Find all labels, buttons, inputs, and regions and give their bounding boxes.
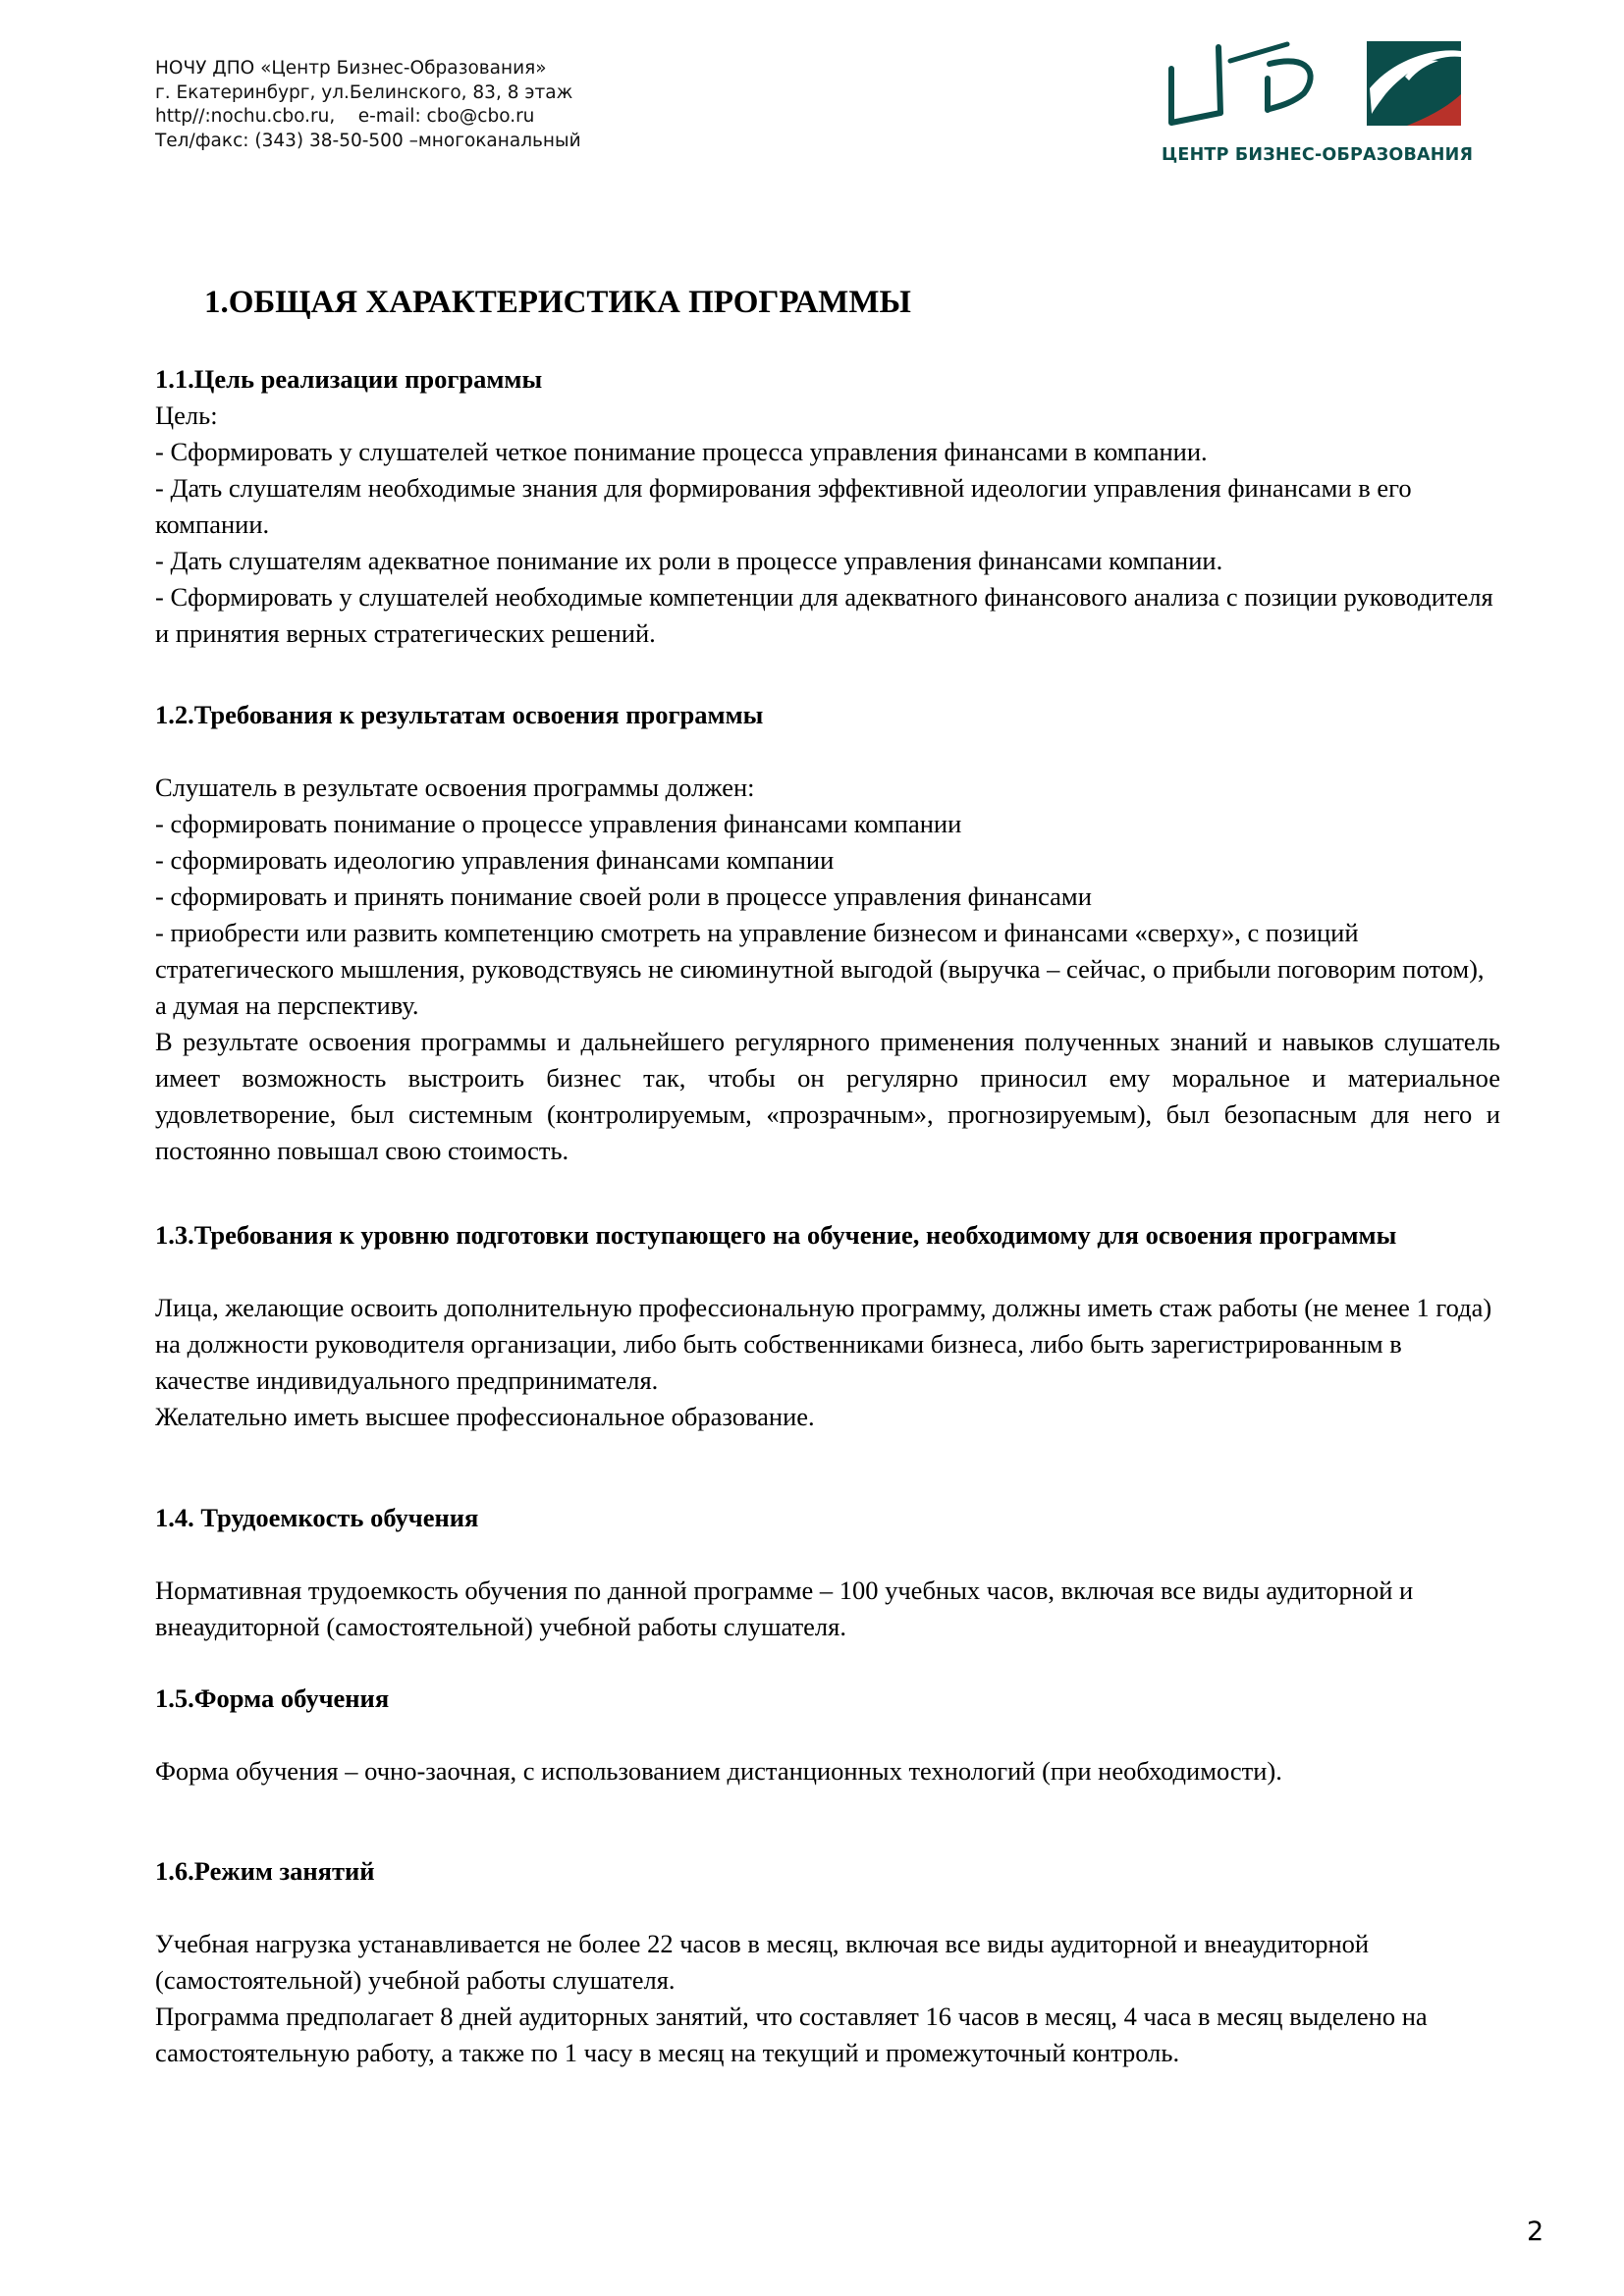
- page-number: 2: [1527, 2216, 1544, 2247]
- main-title: 1.ОБЩАЯ ХАРАКТЕРИСТИКА ПРОГРАММЫ: [204, 285, 911, 321]
- org-web-email: http//:nochu.cbo.ru, e-mail: cbo@cbo.ru: [155, 106, 535, 127]
- section-text: Слушатель в результате освоения программы должен:: [155, 773, 755, 802]
- section-heading: 1.5.Форма обучения: [155, 1683, 390, 1713]
- organization-contacts: [155, 57, 581, 153]
- section-text: Цель:: [155, 400, 218, 430]
- list-item: - сформировать идеологию управления финансами компании: [155, 845, 835, 875]
- section-text: В результате освоения программы и дальнейшего регулярного применения полученных знаний и навыков слушатель имеет возможность выстроить бизнес так, чтобы он регулярно приносил ему моральное и материальное удовлетворение, был системным (контролируемым, «прозрачным», прогнозируемым), был безопасным для него и постоянно повышал свою стоимость.: [155, 1027, 1500, 1165]
- logo-mark-icon: [1162, 39, 1466, 142]
- company-logo: [1162, 39, 1474, 177]
- section-text: Программа предполагает 8 дней аудиторных занятий, что составляет 16 часов в месяц, 4 часа в месяц выделено на самостоятельную работу, а также по 1 часу в месяц на текущий и промежуточный контроль.: [155, 2002, 1428, 2067]
- section-text: Форма обучения – очно-заочная, с использованием дистанционных технологий (при необходимости).: [155, 1756, 1282, 1786]
- org-name: НОЧУ ДПО «Центр Бизнес-Образования»: [155, 58, 547, 79]
- section-text: Нормативная трудоемкость обучения по данной программе – 100 учебных часов, включая все виды аудиторной и внеаудиторной (самостоятельной) учебной работы слушателя.: [155, 1575, 1414, 1641]
- list-item: - Сформировать у слушателей необходимые компетенции для адекватного финансового анализа с позиции руководителя и принятия верных стратегических решений.: [155, 582, 1493, 648]
- section-1-6: [155, 1853, 1500, 2071]
- section-heading: 1.6.Режим занятий: [155, 1856, 375, 1886]
- section-text: Учебная нагрузка устанавливается не более 22 часов в месяц, включая все виды аудиторной и внеаудиторной (самостоятельной) учебной работы слушателя.: [155, 1929, 1370, 1995]
- list-item: - сформировать понимание о процессе управления финансами компании: [155, 809, 962, 838]
- section-text: Желательно иметь высшее профессиональное образование.: [155, 1402, 815, 1431]
- section-text: Лица, желающие освоить дополнительную профессиональную программу, должны иметь стаж работы (не менее 1 года) на должности руководителя организации, либо быть собственниками бизнеса, либо быть зарегистрированным в качестве индивидуального предпринимателя.: [155, 1293, 1492, 1395]
- list-item: - приобрести или развить компетенцию смотреть на управление бизнесом и финансами «сверху», с позиций стратегического мышления, руководствуясь не сиюминутной выгодой (выручка – сейчас, о прибыли поговорим потом), а думая на перспективу.: [155, 918, 1485, 1020]
- section-1-1: [155, 361, 1500, 652]
- section-heading: 1.4. Трудоемкость обучения: [155, 1503, 479, 1532]
- section-heading: 1.2.Требования к результатам освоения программы: [155, 700, 764, 729]
- section-1-2: [155, 697, 1500, 1169]
- org-phone: Тел/факс: (343) 38-50-500 –многоканальный: [155, 130, 581, 151]
- section-heading: 1.3.Требования к уровню подготовки поступающего на обучение, необходимому для освоения программы: [155, 1220, 1397, 1250]
- logo-caption: ЦЕНТР БИЗНЕС-ОБРАЗОВАНИЯ: [1162, 145, 1474, 165]
- org-address: г. Екатеринбург, ул.Белинского, 83, 8 этаж: [155, 81, 573, 103]
- section-1-4: [155, 1500, 1500, 1645]
- list-item: - сформировать и принять понимание своей роли в процессе управления финансами: [155, 881, 1092, 911]
- section-1-3: [155, 1217, 1500, 1435]
- section-heading: 1.1.Цель реализации программы: [155, 364, 543, 394]
- list-item: - Сформировать у слушателей четкое понимание процесса управления финансами в компании.: [155, 437, 1208, 466]
- section-1-5: [155, 1681, 1500, 1789]
- list-item: - Дать слушателям адекватное понимание их роли в процессе управления финансами компании.: [155, 546, 1223, 575]
- list-item: - Дать слушателям необходимые знания для формирования эффективной идеологии управления финансами в его компании.: [155, 473, 1412, 539]
